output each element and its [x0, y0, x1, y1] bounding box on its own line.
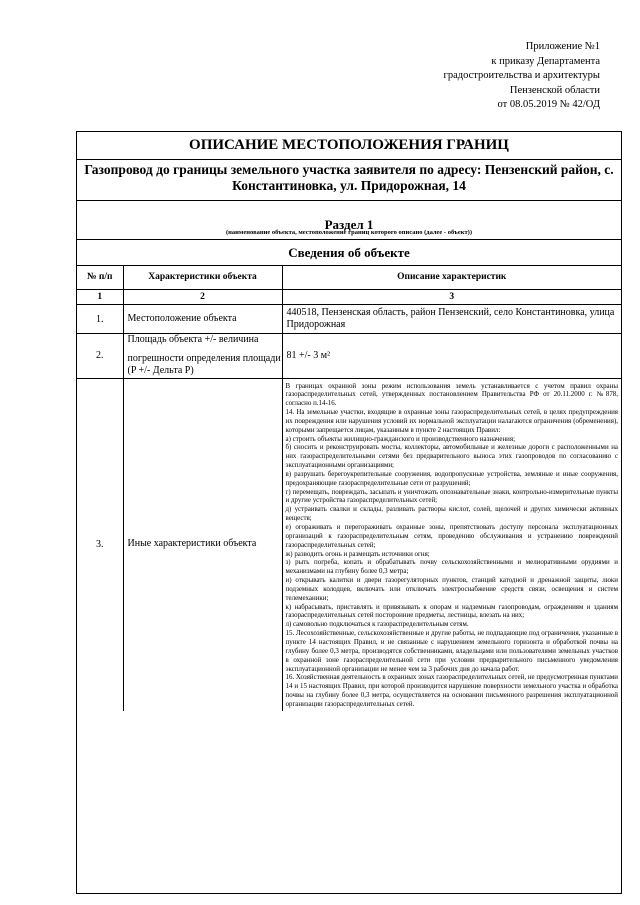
column-number: 2	[123, 290, 282, 305]
restriction-paragraph: ж) разводить огонь и размещать источники огня;	[285, 549, 430, 558]
row-index: 1.	[77, 305, 123, 334]
column-header: № п/п	[77, 265, 123, 290]
column-number-row	[77, 290, 621, 305]
row-label: Иные характеристики объекта	[123, 378, 282, 711]
restriction-paragraph: а) строить объекты жилищно-гражданского и производственного назначения;	[285, 434, 515, 443]
appendix-line: Пензенской области	[509, 84, 600, 96]
table-header-row	[77, 265, 621, 290]
row-label-line: Площадь объекта +/- величина	[127, 334, 259, 345]
restriction-paragraph: и) открывать калитки и двери газорегуляторных пунктов, станций катодной и дренажной защиты, люки подземных колодцев, включать или отключать электроснабжение средств связи, освещения и систем телемеханики;	[285, 576, 618, 602]
restriction-paragraph: к) набрасывать, приставлять и привязывать к опорам и надземным газопроводам, ограждениям и зданиям газораспределительных сетей посторонние предметы, лестницы, влезать на них;	[285, 602, 618, 620]
table-row	[77, 305, 621, 334]
restriction-paragraph: 14. На земельные участки, входящие в охранные зоны газораспределительных сетей, в целях предупреждения их повреждения или нарушения условий их нормальной эксплуатации налагаются ограничения (обременения), которыми запрещается лицам, указанным в пункте 2 настоящих Правил:	[285, 408, 618, 434]
restriction-paragraph: 15. Лесохозяйственные, сельскохозяйственные и другие работы, не подпадающие под ограничения, указанные в пункте 14 настоящих Правил, и не связанные с нарушением земельного горизонта и обработкой почвы на глубину более 0,3 метра, производятся собственниками, владельцами или пользователями земельных участков в охранной зоне газораспределительной сети при условии предварительного письменного уведомления эксплуатационной организации не менее чем за 3 рабочих дня до начала работ.	[285, 629, 618, 673]
object-name-caption: (наименование объекта, местоположение границ которого описано (далее - объект))	[226, 229, 472, 236]
column-number: 1	[77, 290, 123, 305]
restriction-paragraph: 16. Хозяйственная деятельность в охранных зонах газораспределительных сетей, не предусмотренная пунктами 14 и 15 настоящих Правил, при которой производится нарушение поверхности земельного участка и обработка почвы на глубину более 0,3 метра, осуществляется на основании письменного разрешения эксплуатационной организации газораспределительных сетей.	[285, 673, 618, 708]
row-label: Местоположение объекта	[123, 305, 282, 334]
appendix-line: Приложение №1	[525, 41, 600, 52]
boundary-description-form	[76, 131, 622, 894]
column-number: 3	[282, 290, 621, 305]
column-header: Описание характеристик	[282, 265, 621, 290]
column-header: Характеристики объекта	[123, 265, 282, 290]
appendix-line: градостроительства и архитектуры	[443, 70, 600, 81]
table-row	[77, 378, 621, 711]
row-value: 81 +/- 3 м²	[282, 334, 621, 379]
appendix-line: от 08.05.2019 № 42/ОД	[497, 99, 600, 110]
row-value: 440518, Пензенская область, район Пензенский, село Константиновка, улица Придорожная	[282, 305, 621, 334]
row-index: 2.	[77, 334, 123, 379]
section-number: Раздел 1	[77, 210, 621, 240]
restriction-paragraph: з) рыть погреба, копать и обрабатывать почву сельскохозяйственными и мелиоративными орудиями и механизмами на глубину более 0,3 метра;	[285, 558, 618, 576]
table-row	[77, 334, 621, 379]
section-title: Сведения об объекте	[77, 239, 621, 266]
object-info-table	[77, 265, 621, 711]
row-label-line: погрешности определения площади (P +/- Дельта P)	[127, 352, 281, 376]
row-index: 3.	[77, 378, 123, 711]
object-name-text: Газопровод до границы земельного участка заявителя по адресу: Пензенский район, с. Константиновка, ул. Придорожная, 14	[84, 162, 614, 193]
restriction-paragraph: л) самовольно подключаться к газораспределительным сетям.	[285, 620, 469, 629]
document-title: ОПИСАНИЕ МЕСТОПОЛОЖЕНИЯ ГРАНИЦ	[77, 132, 621, 160]
appendix-block	[340, 40, 600, 113]
restriction-paragraph: В границах охранной зоны режим использования земель устанавливается с учетом правил охраны газораспределительных сетей, утвержденных постановлением Правительства РФ от 20.11.2000 г. №878, согласно п.14-16.	[285, 381, 618, 408]
restriction-paragraph: г) перемещать, повреждать, засыпать и уничтожать опознавательные знаки, контрольно-измерительные пункты и другие устройства газораспределительных сетей;	[285, 487, 618, 505]
appendix-line: к приказу Департамента	[491, 55, 600, 67]
restriction-paragraph: е) огораживать и перегораживать охранные зоны, препятствовать доступу персонала эксплуатационных организаций к газораспределительным сетям, проведению обслуживания и устранению повреждений газораспределительных сетей;	[285, 523, 618, 549]
restriction-paragraph: д) устраивать свалки и склады, разливать растворы кислот, солей, щелочей и других химически активных веществ;	[285, 505, 618, 523]
restriction-paragraph: б) сносить и реконструировать мосты, коллекторы, автомобильные и железные дороги с расположенными на них газораспределительными сетями без предварительного выноса этих газопроводов по согласованию с эксплуатационными организациями;	[285, 443, 618, 470]
restriction-paragraph: в) разрушать берегоукрепительные сооружения, водопропускные устройства, земляные и иные сооружения, предохраняющие газораспределительные сети от разрушений;	[285, 469, 618, 487]
row-label	[123, 334, 282, 379]
row-value-long	[282, 378, 621, 711]
